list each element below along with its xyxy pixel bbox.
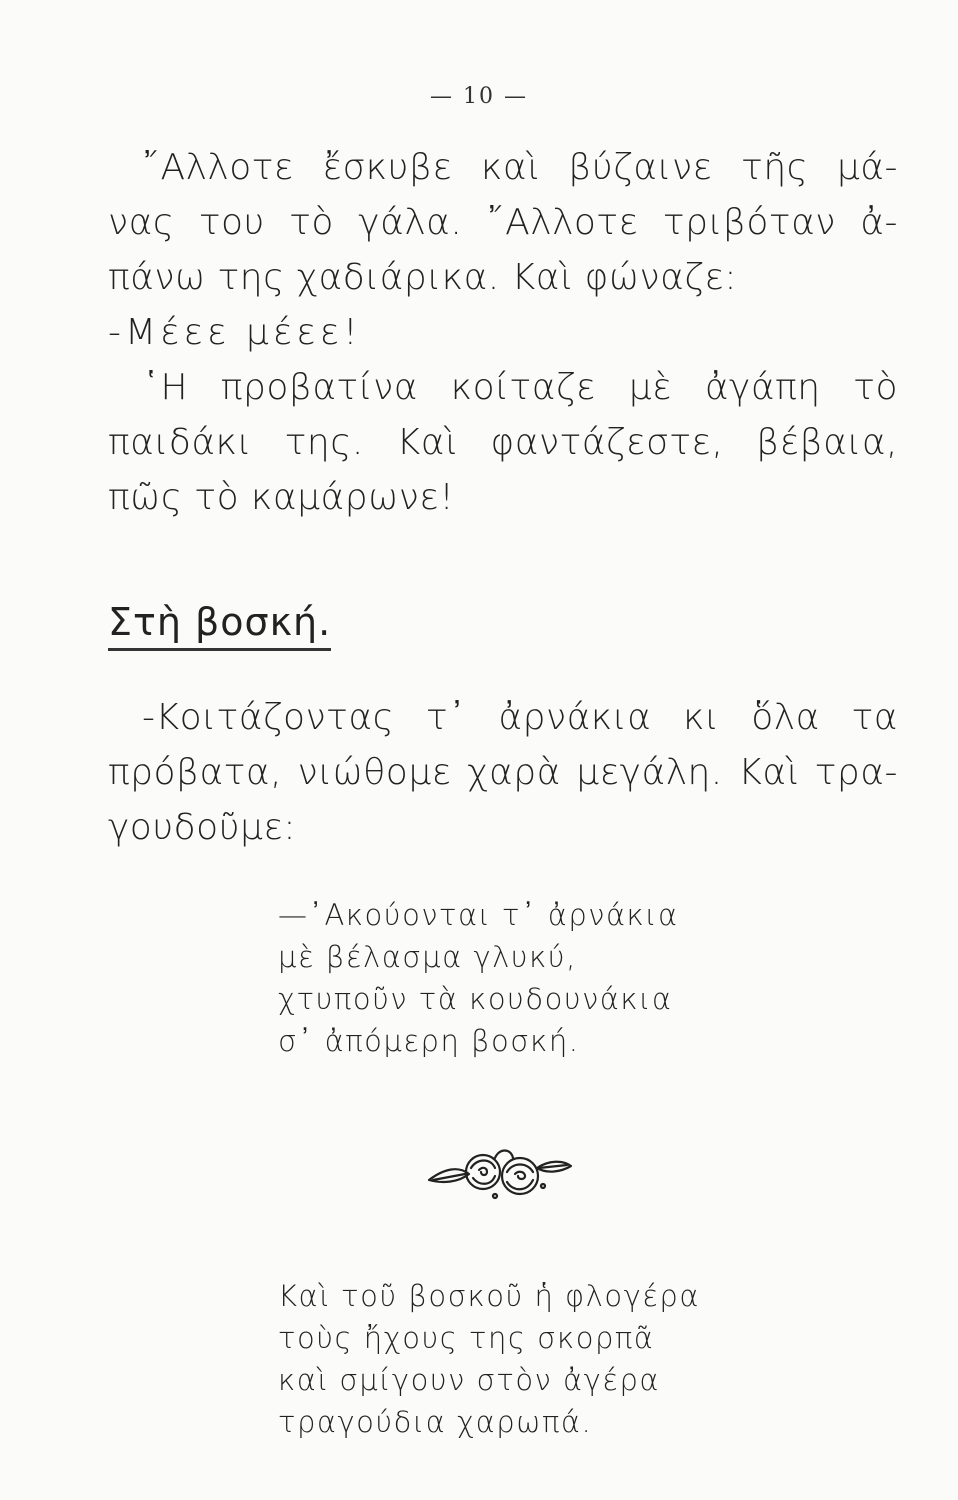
text-line: -Κοιτάζοντας τ᾿ ἀρνάκια κι ὅλα τα [142,697,898,738]
poem-line: σ᾿ ἀπόμερη βοσκή. [278,1024,580,1058]
poem-line: χτυποῦν τὰ κουδουνάκια [278,982,673,1016]
floral-ornament-icon [425,1138,575,1208]
poem-stanza-2 [278,1275,700,1443]
text-line: ῾Η προβατίνα κοίταζε μὲ ἀγάπη τὸ [142,367,898,408]
section-heading: Στὴ βοσκή. [108,598,331,651]
poem-line: μὲ βέλασμα γλυκύ, [278,940,577,974]
poem-line: —᾿Ακούονται τ᾿ ἀρνάκια [278,898,679,932]
text-line: νας του τὸ γάλα. ῎Αλλοτε τριβόταν ἀ- [108,202,898,243]
poem-line: καὶ σμίγουν στὸν ἀγέρα [278,1363,661,1397]
poem-line: τοὺς ἤχους της σκορπᾶ [278,1321,655,1355]
page-number: — 10 — [430,84,528,109]
text-line: πῶς τὸ καμάρωνε! [108,477,455,518]
text-line: πρόβατα, νιώθομε χαρὰ μεγάλη. Καὶ τρα- [108,752,898,793]
text-line: πάνω της χαδιάρικα. Καὶ φώναζε: [108,257,738,298]
poem-stanza-1 [278,894,679,1062]
text-line: -Μέεε μέεε! [108,312,362,353]
poem-line: Καὶ τοῦ βοσκοῦ ἡ φλογέρα [278,1279,700,1313]
poem-line: τραγούδια χαρωπά. [278,1405,593,1439]
text-line: παιδάκι της. Καὶ φαντάζεστε, βέβαια, [108,422,898,463]
text-line: ῎Αλλοτε ἔσκυβε καὶ βύζαινε τῆς μά- [142,147,898,188]
text-line: γουδοῦμε: [108,807,297,848]
paragraph-intro [108,140,898,525]
paragraph-pasture [108,690,898,855]
